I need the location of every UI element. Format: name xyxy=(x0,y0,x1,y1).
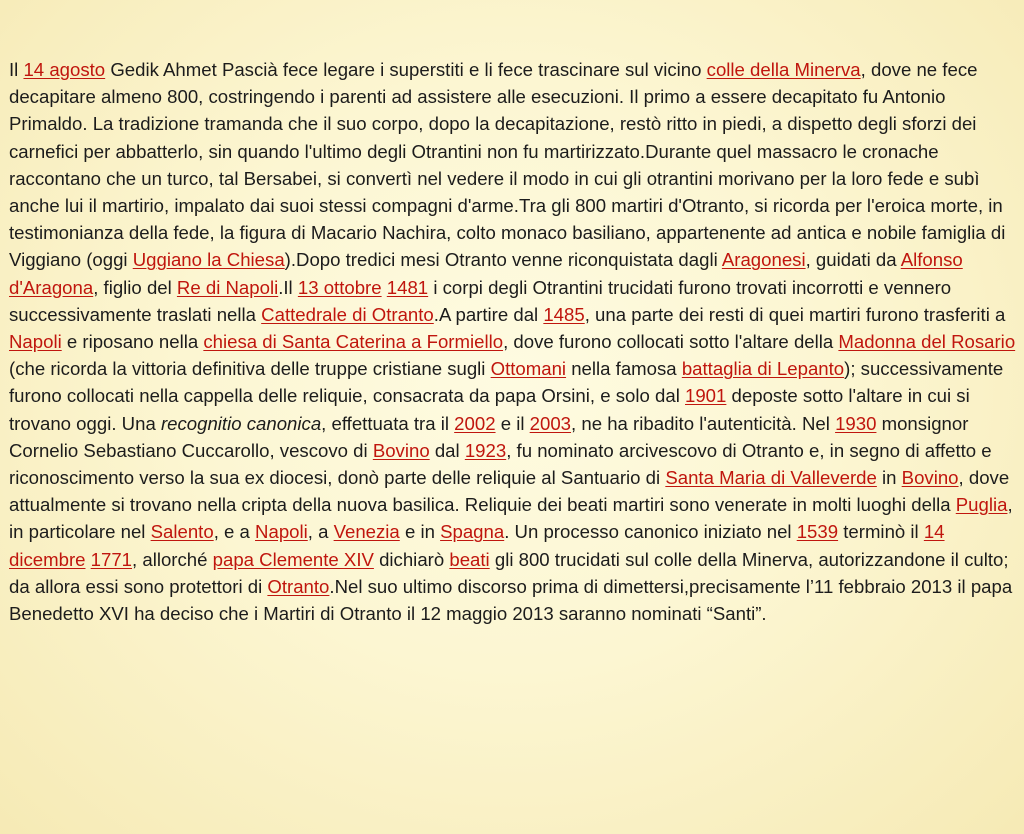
text-run: deposte sotto l'altare in cui si trovano oggi. Una xyxy=(9,385,970,434)
text-run: monsignor Cornelio Sebastiano Cuccarollo, vescovo di xyxy=(9,412,969,461)
inline-link[interactable]: Otranto xyxy=(267,575,330,597)
text-run: dichiarò xyxy=(373,548,450,570)
inline-link[interactable]: battaglia di Lepanto xyxy=(681,358,845,380)
text-run: , dove attualmente si trovano nella cripta della nuova basilica. Reliquie dei beati martiri sono venerate in molti luoghi della xyxy=(9,467,1010,516)
text-run: , dove furono collocati sotto l'altare della xyxy=(503,331,839,353)
inline-link[interactable]: 1539 xyxy=(796,521,839,543)
inline-link[interactable]: Bovino xyxy=(901,467,959,489)
inline-link[interactable]: 1923 xyxy=(464,439,507,461)
inline-link[interactable]: Ottomani xyxy=(490,358,567,380)
inline-link[interactable]: 1771 xyxy=(90,548,133,570)
text-run: , in particolare nel xyxy=(9,494,1013,543)
inline-link[interactable]: Santa Maria di Valleverde xyxy=(665,467,877,489)
inline-link[interactable]: 1485 xyxy=(543,303,585,325)
inline-link[interactable]: Re di Napoli xyxy=(176,276,279,298)
text-run: .Nel suo ultimo discorso prima di dimettersi,precisamente l’11 febbraio 2013 il papa Benedetto XVI ha deciso che i Martiri di Otranto il 12 maggio 2013 saranno nominati “Santi”. xyxy=(9,575,1013,625)
inline-link[interactable]: Alfonso d'Aragona xyxy=(9,249,963,298)
inline-link[interactable]: Aragonesi xyxy=(721,249,806,271)
inline-link[interactable]: Uggiano la Chiesa xyxy=(132,249,285,271)
text-run: , dove ne fece decapitare almeno 800, costringendo i parenti ad assistere alle esecuzioni. Il primo a essere decapitato fu Antonio Primaldo. La tradizione tramanda che il suo corpo, dopo la decapitazione, restò ritto in piedi, a dispetto degli sforzi dei carnefici per abbatterlo, sin quando l'ultimo degli Otrantini non fu martirizzato.Durante quel massacro le cronache raccontano che un turco, tal Bersabei, si convertì nel vedere il modo in cui gli otrantini morivano per la loro fede e subì anche lui il martirio, impalato dai suoi stessi compagni d'arme.Tra gli 800 martiri d'Otranto, si ricorda per l'eroica morte, in testimonianza della fede, la figura di Macario Nachira, colto monaco basiliano, appartenente ad antica e nobile famiglia di Viggiano (oggi xyxy=(9,59,1006,271)
inline-link[interactable]: Napoli xyxy=(255,521,308,543)
text-run: i corpi degli Otrantini trucidati furono trovati incorrotti e vennero successivamente traslati nella xyxy=(9,276,952,325)
inline-link[interactable]: beati xyxy=(449,548,490,570)
text-run: e riposano nella xyxy=(61,331,204,353)
inline-link[interactable]: 2003 xyxy=(529,412,572,434)
text-run: nella famosa xyxy=(566,358,682,380)
text-run: , figlio del xyxy=(93,276,177,298)
text-run: , guidati da xyxy=(805,249,901,271)
inline-link[interactable]: 2002 xyxy=(454,412,496,434)
inline-link[interactable]: 13 ottobre xyxy=(297,276,382,298)
inline-link[interactable]: Madonna del Rosario xyxy=(838,331,1016,353)
inline-link[interactable]: 1930 xyxy=(835,412,877,434)
body-text xyxy=(9,56,1017,627)
text-run: dal xyxy=(429,439,465,461)
inline-link[interactable]: chiesa di Santa Caterina a Formiello xyxy=(203,331,504,353)
text-run: Il xyxy=(9,59,24,80)
inline-link[interactable]: 1901 xyxy=(685,385,727,407)
text-run: , una parte dei resti di quei martiri furono trasferiti a xyxy=(584,303,1006,325)
text-run: .A partire dal xyxy=(433,303,544,325)
text-run: terminò il xyxy=(838,521,924,543)
text-run: , a xyxy=(307,521,334,543)
text-run: Gedik Ahmet Pascià fece legare i superstiti e li fece trascinare sul vicino xyxy=(105,59,707,80)
text-run: , fu nominato arcivescovo di Otranto e, in segno di affetto e riconoscimento verso la sua ex diocesi, donò parte delle reliquie al Santuario di xyxy=(9,439,992,489)
main-paragraph xyxy=(9,56,1017,627)
text-run: e il xyxy=(495,412,530,434)
italic-text: recognitio canonica xyxy=(160,412,322,434)
text-run: .Il xyxy=(278,276,298,298)
inline-link[interactable]: 14 agosto xyxy=(23,59,106,80)
inline-link[interactable]: Bovino xyxy=(372,439,430,461)
text-run: , allorché xyxy=(132,548,213,570)
text-run: (che ricorda la vittoria definitiva delle truppe cristiane sugli xyxy=(9,358,491,380)
text-run: , e a xyxy=(213,521,256,543)
text-run: , effettuata tra il xyxy=(321,412,455,434)
text-run: in xyxy=(876,467,902,489)
inline-link[interactable]: 14 dicembre xyxy=(9,521,945,570)
inline-link[interactable]: Venezia xyxy=(333,521,400,543)
text-run: e in xyxy=(399,521,441,543)
inline-link[interactable]: Puglia xyxy=(955,494,1008,516)
text-run: ); successivamente furono collocati nella cappella delle reliquie, consacrata da papa Orsini, e solo dal xyxy=(9,358,1004,407)
text-run: , ne ha ribadito l'autenticità. Nel xyxy=(571,412,836,434)
inline-link[interactable]: Cattedrale di Otranto xyxy=(261,303,434,325)
inline-link[interactable]: 1481 xyxy=(386,276,429,298)
inline-link[interactable]: papa Clemente XIV xyxy=(212,548,374,570)
inline-link[interactable]: Salento xyxy=(150,521,214,543)
inline-link[interactable]: colle della Minerva xyxy=(706,59,861,80)
text-run: gli 800 trucidati sul colle della Minerva, autorizzandone il culto; da allora essi sono protettori di xyxy=(9,548,1009,597)
inline-link[interactable]: Spagna xyxy=(440,521,505,543)
text-run: ).Dopo tredici mesi Otranto venne riconquistata dagli xyxy=(284,249,722,271)
text-run: . Un processo canonico iniziato nel xyxy=(504,521,797,543)
inline-link[interactable]: Napoli xyxy=(9,331,62,353)
